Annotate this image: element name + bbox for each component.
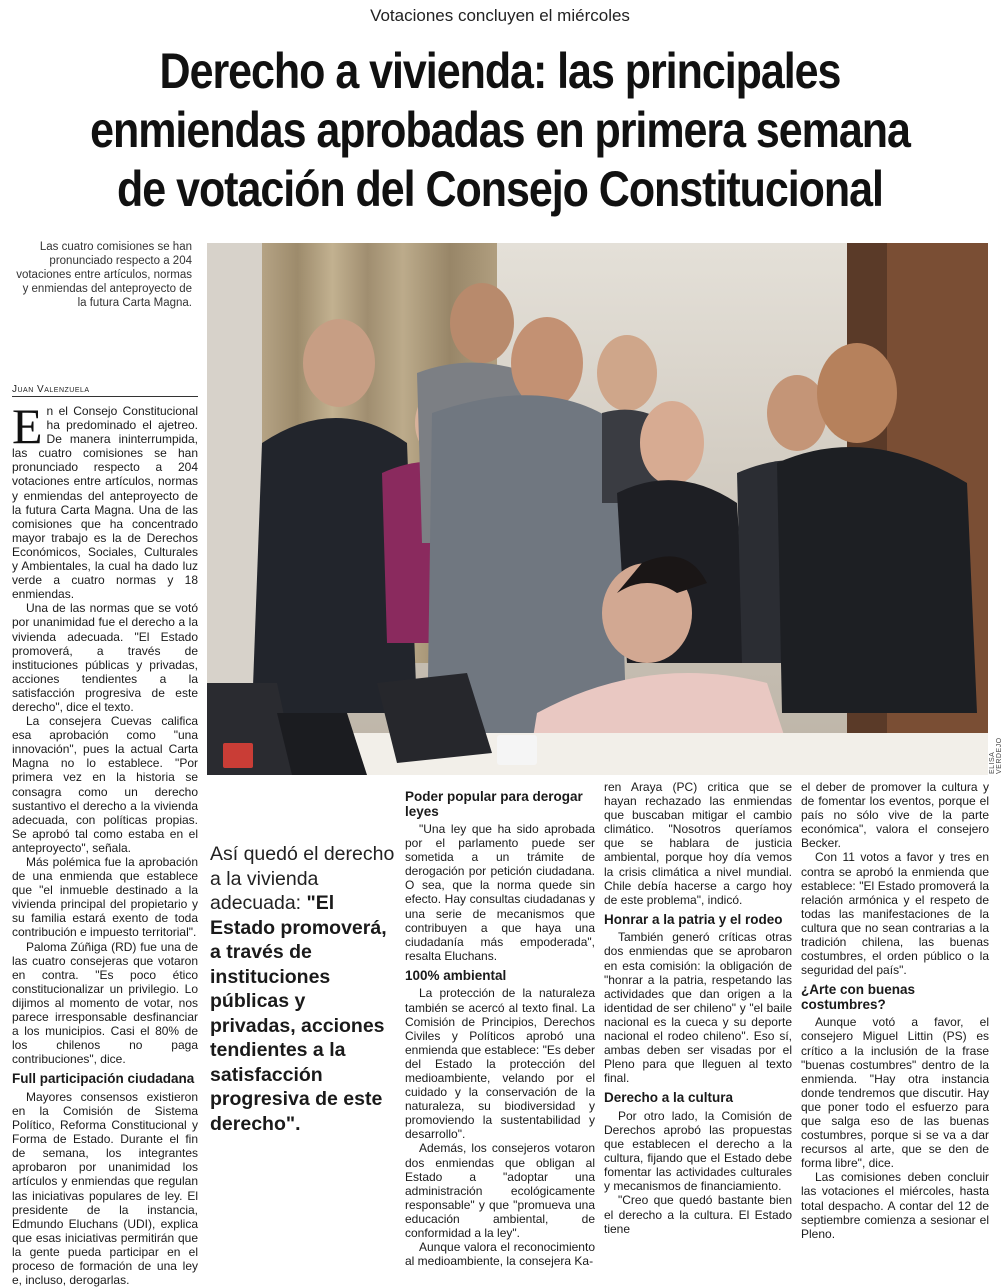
- paragraph: ren Araya (PC) critica que se hayan rechazado las enmiendas que buscaban mitigar el cambio climático. "Nosotros queríamos que se hablara de justicia ambiental, porque hoy día vemos la crisis climática a nivel mundial. Chile debía hacerse a cargo hoy de este problema", indicó.: [604, 780, 792, 907]
- paragraph-intro: [12, 398, 198, 602]
- headline: [70, 42, 930, 219]
- paragraph: Una de las normas que se votó por unanimidad fue el derecho a la vivienda adecuada. "El Estado promoverá, a través de instituciones públicas y privadas, acciones tendientes a la satisfacción progresiva de este derecho", dice el texto.: [12, 601, 198, 714]
- paragraph: Además, los consejeros votaron dos enmiendas que obligan al Estado a "adoptar una administración ecológicamente responsable" y que "promueva una educación ambiental, de conformidad a la ley".: [405, 1141, 595, 1241]
- paragraph: También generó críticas otras dos enmiendas que se aprobaron en esta comisión: la obligación de "honrar a la patria, respetando las actividades que dan origen a la identidad de ser chileno" y "el baile nacional es la cueca y su deporte nacional el rodeo chileno". Eso sí, ambas deben ser visadas por el Pleno para que lleguen al texto final.: [604, 930, 792, 1086]
- paragraph: Más polémica fue la aprobación de una enmienda que establece que "el inmueble destinado a la vivienda principal del propietario y su familia estará exento de toda contribución e impuesto territorial".: [12, 855, 198, 940]
- subhead-honrar-patria: Honrar a la patria y el rodeo: [604, 911, 783, 927]
- article-column-1: [12, 398, 198, 1287]
- paragraph: Las comisiones deben concluir las votaciones el miércoles, hasta total despacho. A contar del 12 de septiembre comienza a sesionar el Pleno.: [801, 1170, 989, 1241]
- paragraph: Con 11 votos a favor y tres en contra se aprobó la enmienda que establece: "El Estado promoverá la relación armónica y el respeto de todas las manifestaciones de la cultura que no sean contrarias a la tradición chilena, las buenas costumbres, el orden público o la seguridad del país".: [801, 850, 989, 978]
- council-meeting-photo: [207, 243, 988, 775]
- paragraph: La consejera Cuevas califica esa aprobación como "una innovación", pues la actual Carta Magna no lo establece. "Por primera vez en la historia se consagra como un derecho sustantivo el derecho a la vivienda adecuada, con políticas propias. Se aprobó tal como estaba en el anteproyecto", señala.: [12, 714, 198, 855]
- paragraph-intro-text: n el Consejo Constitucional ha predominado el ajetreo. De manera ininterrumpida, las cuatro comisiones se han pronunciado respecto a 204 votaciones entre artículos, normas y enmiendas del anteproyecto de la futura Carta Magna. Una de las comisiones que ha concentrado mayor trabajo es la de Derechos Económicos, Sociales, Culturales y Ambientales, la cual ha dado luz verde a cuatro normas y 18 enmiendas.: [12, 404, 198, 602]
- headline-line-1: Derecho a vivienda: las principales: [159, 43, 841, 99]
- headline-line-3: de votación del Consejo Constitucional: [117, 161, 883, 217]
- article-column-3: [604, 780, 792, 1236]
- pull-quote-lead: Así quedó el derecho a la vivienda adecuada:: [210, 843, 395, 914]
- article-column-4: [801, 780, 989, 1241]
- subhead-ambiental: 100% ambiental: [405, 967, 507, 983]
- pull-quote: [210, 842, 395, 1136]
- article-photo: [207, 243, 988, 775]
- paragraph: "Una ley que ha sido aprobada por el parlamento puede ser sometida a un trámite de derogación por petición ciudadana. O sea, que la norma quede sin efecto. Hay consultas ciudadanas y una serie de mecanismos que contribuyen a que haya una ciudadanía más empoderada", resalta Eluchans.: [405, 822, 595, 963]
- pull-quote-text: "El Estado promoverá, a través de instituciones públicas y privadas, acciones tendientes a la satisfacción progresiva de este derecho".: [210, 892, 387, 1135]
- paragraph: La protección de la naturaleza también se acercó al texto final. La Comisión de Principios, Derechos Civiles y Políticos aprobó una enmienda que establece: "Es deber del Estado la protección del medioambiente, velando por el cuidado y la conservación de la naturaleza, su biodiversidad y promoviendo la sustentabilidad y desarrollo".: [405, 986, 595, 1142]
- photo-credit: ELISA VERDEJO: [989, 737, 1003, 774]
- paragraph: Aunque votó a favor, el consejero Miguel Littin (PS) es crítico a la inclusión de la frase "buenas costumbres" dentro de la enmienda. "Hay otra instancia donde tendremos que discutir. Hay que poner todo el esfuerzo para que salga eso de las buenas costumbres, porque si se va a dar recursos al arte, que se den de forma libre", dice.: [801, 1015, 989, 1171]
- article-summary: Las cuatro comisiones se han pronunciado respecto a 204 votaciones entre artículos, normas y enmiendas del anteproyecto de la futura Carta Magna.: [16, 241, 192, 309]
- drop-cap: E: [12, 398, 43, 454]
- byline: Juan Valenzuela: [12, 384, 198, 397]
- subhead-full-participacion: Full participación ciudadana: [12, 1071, 195, 1087]
- paragraph: el deber de promover la cultura y de fomentar los eventos, porque el país no sólo vive de la parte económica", valora el consejero Becker.: [801, 780, 989, 851]
- kicker: Votaciones concluyen el miércoles: [370, 6, 630, 25]
- paragraph: Paloma Zúñiga (RD) fue una de las cuatro consejeras que votaron en contra. "Es poco ético constitucionalizar un privilegio. Lo dijimos al momento de votar, nos parece irresponsable desfinanciar a los municipios. Casi el 80% de los chilenos no paga contribuciones", dice.: [12, 939, 198, 1067]
- paragraph: Por otro lado, la Comisión de Derechos aprobó las propuestas que establecen el derecho a la cultura, fijando que el Estado debe fomentar las actividades culturales y mecanismos de financiamiento.: [604, 1108, 792, 1194]
- article-column-2: [405, 790, 595, 1268]
- headline-line-2: enmiendas aprobadas en primera semana: [90, 102, 910, 158]
- subhead-derecho-cultura: Derecho a la cultura: [604, 1090, 734, 1106]
- subhead-poder-popular: Poder popular para derogar leyes: [405, 789, 583, 819]
- paragraph: "Creo que quedó bastante bien el derecho a la cultura. El Estado tiene: [604, 1193, 792, 1236]
- subhead-arte-costumbres: ¿Arte con buenas costumbres?: [801, 982, 916, 1012]
- paragraph: Aunque valora el reconocimiento al medioambiente, la consejera Ka-: [405, 1240, 595, 1269]
- paragraph: Mayores consensos existieron en la Comisión de Sistema Político, Reforma Constitucional y Forma de Estado. Durante el fin de semana, los integrantes aprobaron por unanimidad los artículos y enmiendas que regulan las iniciativas populares de ley. El presidente de la instancia, Edmundo Eluchans (UDI), explica que esas iniciativas permitirán que la gente pueda participar en el proceso de formación de una ley e, incluso, derogarlas.: [12, 1089, 198, 1287]
